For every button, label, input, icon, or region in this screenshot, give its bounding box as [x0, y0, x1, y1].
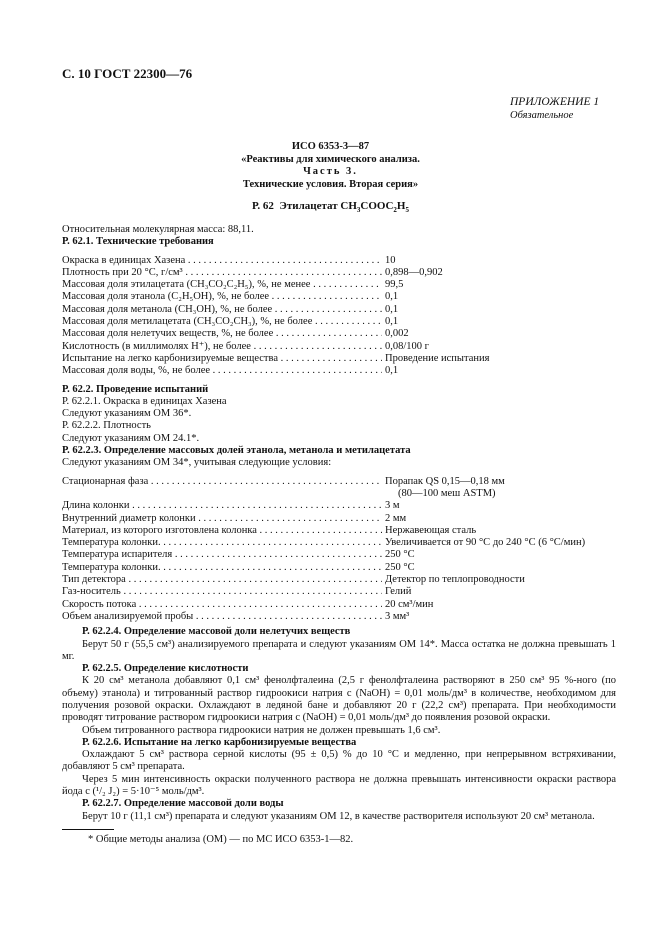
table-row: Внутренний диаметр колонки . . . 2 мм	[62, 513, 616, 525]
paragraph: Через 5 мин интенсивность окраски полученного раствора не должна превышать интенсивности окраски раствора йода c (¹/₂ J₂) = 5·10⁻⁵ моль/дм³.	[62, 773, 616, 798]
subsection-title: Р. 62.2.6. Испытание на легко карбонизируемые вещества	[82, 736, 357, 748]
subsection-title: Р. 62.2.3. Определение массовых долей этанола, метанола и метилацетата	[62, 445, 411, 457]
table-row: Объем анализируемой пробы . . . 3 мм³	[62, 611, 616, 623]
requirements-table	[62, 255, 616, 378]
table-row: Массовая доля воды, %, не более . . . 0,1	[62, 365, 616, 377]
table-row: Температура колонки. . . . Увеличивается от 90 °С до 240 °С (6 °С/мин)	[62, 537, 616, 549]
table-row: Массовая доля метилацетата (CH₃CO₂CH₃), %, не более . . . 0,1	[62, 316, 616, 328]
substance-formula: $CH_3COOC_2H_5$	[340, 200, 409, 215]
appendix-status: Обязательное	[510, 110, 574, 121]
molecular-mass: Относительная молекулярная масса: 88,11.	[62, 224, 254, 235]
table-row: Температура колонки. . . . 250 °С	[62, 562, 616, 574]
substance-code: Р. 62	[252, 200, 274, 212]
paragraph: Берут 10 г (11,1 см³) препарата и следуют указаниям ОМ 12, в качестве растворителя используют 20 см³ метанола.	[82, 810, 595, 822]
title-line-1: «Реактивы для химического анализа.	[241, 153, 420, 165]
table-row: Кислотность (в миллимолях H⁺), не более . . . 0,08/100 г	[62, 341, 616, 353]
subsection-title: Р. 62.2.1. Окраска в единицах Хазена	[62, 395, 227, 407]
title-line-2: Часть 3.	[303, 166, 358, 177]
paragraph: К 20 см³ метанола добавляют 0,1 см³ фенолфталеина (2,5 г фенолфталеина растворяют в 250 см³ 95 %-ного (по объему) этанола) и титрованный раствор гидроокиси натрия c (NaOH) = 0,01 моль/дм³ в количестве, необходимом для получения розовой окраски. Охлаждают в ледяной бане и добавляют 20 г (22,2 см³) препарата. При необходимости проводят титрование раствором гидроокиси натрия c (NaOH) = 0,01 моль/дм³ до появления розовой окраски.	[62, 675, 616, 724]
table-row: Массовая доля нелетучих веществ, %, не более . . . 0,002	[62, 328, 616, 340]
table-row: Температура испарителя . . . 250 °С	[62, 549, 616, 561]
subsection-title: Р. 62.2.7. Определение массовой доли воды	[82, 798, 284, 810]
subsection-title: Р. 62.2.5. Определение кислотности	[82, 663, 249, 675]
paragraph: Охлаждают 5 см³ раствора серной кислоты (95 ± 0,5) % до 10 °С и медленно, при непрерывном встряхивании, добавляют 5 см³ препарата.	[62, 749, 616, 773]
table-row: Испытание на легко карбонизируемые вещества . . . Проведение испытания	[62, 353, 616, 365]
document-body	[62, 224, 616, 846]
table-row: Материал, из которого изготовлена колонка . . . Нержавеющая сталь	[62, 525, 616, 537]
table-row-continuation: (80—100 меш ASTM)	[398, 487, 496, 499]
section-62-1-heading: Р. 62.1. Технические требования	[62, 236, 214, 248]
substance-heading	[0, 200, 661, 215]
document-title	[0, 141, 661, 191]
table-row: Скорость потока . . . 20 см³/мин	[62, 599, 616, 611]
title-line-3: Технические условия. Вторая серия»	[242, 178, 419, 190]
appendix-label	[510, 96, 599, 122]
chromatography-conditions-table	[62, 476, 616, 624]
table-row: Стационарная фаза . . . Порапак QS 0,15—0,18 мм	[62, 476, 616, 488]
subsection-text: Следуют указаниям ОМ 34*, учитывая следующие условия:	[62, 457, 332, 469]
table-row: Тип детектора . . . Детектор по теплопроводности	[62, 574, 616, 586]
substance-name: Этилацетат	[279, 200, 338, 212]
table-row: Массовая доля этилацетата (CH₃CO₂C₂H₅), %, не менее . . . 99,5	[62, 279, 616, 291]
standard-number: ИСО 6353-3—87	[291, 141, 370, 152]
table-row: Плотность при 20 °С, г/см³ . . . 0,898—0,902	[62, 267, 616, 279]
footnote: * Общие методы анализа (ОМ) — по МС ИСО 6353-1—82.	[88, 833, 354, 845]
subsection-text: Следуют указаниям ОМ 24.1*.	[62, 432, 200, 444]
subsection-title: Р. 62.2.2. Плотность	[62, 420, 151, 432]
footnote-divider	[62, 829, 114, 830]
subsection-text: Следуют указаниям ОМ 36*.	[62, 408, 192, 420]
paragraph: Берут 50 г (55,5 см³) анализируемого препарата и следуют указаниям ОМ 14*. Масса остатка не должна превышать 1 мг.	[62, 638, 616, 662]
paragraph: Объем титрованного раствора гидроокиси натрия не должен превышать 1,6 см³.	[82, 724, 441, 736]
section-62-2-heading: Р. 62.2. Проведение испытаний	[62, 383, 209, 395]
appendix-number: ПРИЛОЖЕНИЕ 1	[510, 96, 600, 108]
table-row: Газ-носитель . . . Гелий	[62, 586, 616, 598]
page-header: С. 10 ГОСТ 22300—76	[62, 66, 193, 81]
table-row: Длина колонки . . . 3 м	[62, 500, 616, 512]
table-row: Массовая доля этанола (C₂H₅OH), %, не более . . . 0,1	[62, 291, 616, 303]
table-row: Окраска в единицах Хазена . . . 10	[62, 255, 616, 267]
subsection-title: Р. 62.2.4. Определение массовой доли нелетучих веществ	[82, 626, 351, 638]
table-row: Массовая доля метанола (CH₃OH), %, не более . . . 0,1	[62, 304, 616, 316]
